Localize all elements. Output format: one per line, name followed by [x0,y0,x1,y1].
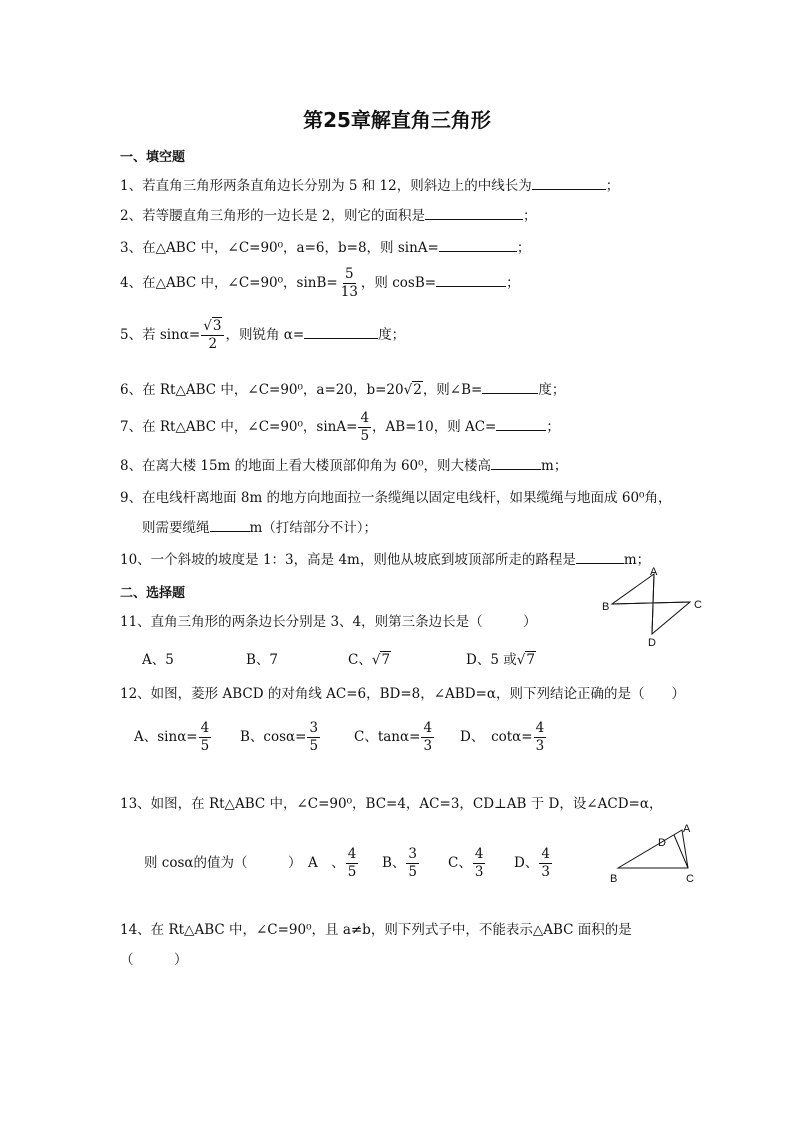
denominator: 3 [423,738,433,754]
punctuation: 度； [538,382,566,398]
punctuation: ； [605,178,620,194]
fraction [539,846,552,881]
option-label: A 、 [308,855,345,871]
option-label: C、 [348,652,372,668]
numerator: 3 [408,846,418,862]
option-b[interactable] [382,846,448,881]
vertex-label-d: D [648,637,656,648]
answer-blank [496,417,546,431]
question-11 [120,612,537,632]
vertex-label-a: A [683,823,691,835]
punctuation: m； [541,458,568,474]
vertex-label-d: D [658,837,666,849]
numerator: 4 [200,720,210,736]
answer-blank [436,273,506,287]
denominator: 5 [200,738,210,754]
diagonal-ac [652,574,654,634]
punctuation: ； [522,208,537,224]
fraction [421,720,434,755]
question-text: 4、在△ABC 中，∠C=90⁰，sinB= [120,275,338,291]
option-b[interactable]: B、7 [246,652,279,668]
question-13-options [144,846,553,881]
option-label: A、sinα= [134,729,198,745]
question-8 [120,456,567,476]
square-root: √3 [203,318,222,334]
numerator [201,318,224,336]
numerator: 5 [345,266,354,282]
option-a[interactable]: A、5 [142,652,174,668]
answer-blank [439,238,517,252]
vertex-label-c: C [694,599,702,611]
answer-parentheses: （ ） [120,952,188,968]
question-text: ，则 cosB= [360,275,437,291]
question-text: m（打结部分不计）； [249,520,378,536]
fraction [201,318,224,353]
question-5 [120,318,405,353]
question-text: 1、若直角三角形两条直角边长分别为 5 和 12，则斜边上的中线长为 [120,178,532,194]
vertex-label-b: B [610,873,618,885]
fraction [199,720,212,755]
radicand: 3 [212,318,222,334]
denominator: 5 [408,864,418,880]
question-text: 8、在离大楼 15m 的地面上看大楼顶部仰角为 60⁰，则大楼高 [120,458,492,474]
answer-blank [425,206,523,220]
question-text: ，则∠B= [422,382,483,398]
option-label: C、 [448,855,472,871]
fraction [358,410,371,445]
punctuation: m； [623,552,651,568]
option-d[interactable] [460,720,547,755]
denominator: 3 [541,864,550,880]
punctuation: ； [516,240,531,256]
option-label: D、5 或 [466,652,517,668]
question-text: 5、若 sinα= [120,327,201,343]
question-4 [120,266,520,301]
fraction [346,846,359,881]
question-text: 10、一个斜坡的坡度是 1：3，高是 4m，则他从坡底到坡顶部所走的路程是 [120,552,576,568]
numerator: 4 [535,720,545,736]
fraction [406,846,419,881]
vertex-label-a: A [650,566,658,578]
question-1 [120,176,619,196]
question-text: 6、在 Rt△ABC 中，∠C=90⁰，a=20，b=20 [120,382,404,398]
answer-blank [491,456,541,470]
square-root: √7 [371,652,391,668]
triangle-outline [618,830,688,868]
answer-blank [304,325,378,339]
option-label: D、 [514,855,539,871]
punctuation: 度； [378,327,406,343]
question-9 [120,488,671,538]
question-12 [120,684,685,704]
numerator: 4 [360,410,370,426]
option-label: C、tanα= [354,729,421,745]
diagonal-bd [612,602,690,604]
numerator: 4 [423,720,433,736]
question-text: 则需要缆绳 [142,520,210,536]
answer-blank [210,518,250,532]
page-title: 第25章解直角三角形 [303,108,491,132]
radicand: 2 [413,382,422,398]
denominator: 5 [309,738,319,754]
question-prompt: 则 cosα的值为（ ） [144,855,302,871]
option-a[interactable] [134,720,240,755]
question-7 [120,410,560,445]
question-text: ，则锐角 α= [225,327,305,343]
denominator: 5 [347,864,357,880]
answer-blank [532,176,606,190]
question-text: 9、在电线杆离地面 8m 的地方向地面拉一条缆绳以固定电线杆，如果缆绳与地面成 60⁰角， [120,490,672,506]
option-label: B、cosα= [240,729,307,745]
radicand: 7 [526,652,535,668]
square-root: √7 [516,652,535,668]
fraction [473,846,486,881]
right-triangle-figure [606,818,702,888]
denominator: 3 [474,864,484,880]
numerator: 3 [309,720,319,736]
fraction [307,720,320,755]
denominator: 3 [535,738,545,754]
option-d[interactable] [514,846,553,881]
vertex-label-b: B [602,601,610,613]
question-6 [120,380,565,400]
answer-blank [482,380,538,394]
numerator: 4 [474,846,484,862]
fraction [534,720,547,755]
question-text: 12、如图，菱形 ABCD 的对角线 AC=6，BD=8，∠ABD=α，则下列结论正确的是（ ） [120,686,685,702]
question-text: 11、直角三角形的两条边长分别是 3、4，则第三条边长是（ ） [120,614,537,630]
question-2 [120,206,536,226]
denominator: 5 [360,428,370,444]
option-label: B、 [382,855,406,871]
rhombus-figure [598,566,708,648]
answer-blank [576,550,624,564]
radicand: 7 [381,652,391,668]
section-heading-choice: 二、选择题 [120,586,186,601]
denominator: 13 [340,284,358,300]
vertex-label-c: C [686,873,694,885]
fraction [339,266,360,301]
question-10 [120,550,650,570]
option-c[interactable] [354,720,460,755]
numerator: 4 [347,846,357,862]
question-text: 14、在 Rt△ABC 中，∠C=90⁰，且 a≠b，则下列式子中，不能表示△ABC 面积的是 [120,922,632,938]
question-text: 3、在△ABC 中，∠C=90⁰，a=6，b=8，则 sinA= [120,240,439,256]
question-text: 2、若等腰直角三角形的一边长是 2，则它的面积是 [120,208,425,224]
question-11-options [142,650,536,670]
option-a[interactable] [308,846,382,881]
punctuation: ； [546,419,560,435]
question-14 [120,920,632,970]
option-label: D、 cotα= [460,729,533,745]
section-heading-fill-in: 一、填空题 [120,150,186,165]
option-b[interactable] [240,720,354,755]
question-13 [120,794,662,814]
denominator: 2 [208,336,218,352]
question-text: 7、在 Rt△ABC 中，∠C=90⁰，sinA= [120,419,358,435]
question-text: ，AB=10，则 AC= [372,419,497,435]
option-c[interactable] [348,650,466,670]
option-c[interactable] [448,846,514,881]
square-root: √2 [403,382,422,398]
option-d[interactable] [466,650,536,670]
question-12-options [134,720,547,755]
question-3 [120,238,530,258]
question-text: 13、如图，在 Rt△ABC 中，∠C=90⁰，BC=4，AC=3，CD⊥AB 于 D，设∠ACD=α， [120,796,663,812]
numerator: 4 [541,846,550,862]
punctuation: ； [506,275,520,291]
